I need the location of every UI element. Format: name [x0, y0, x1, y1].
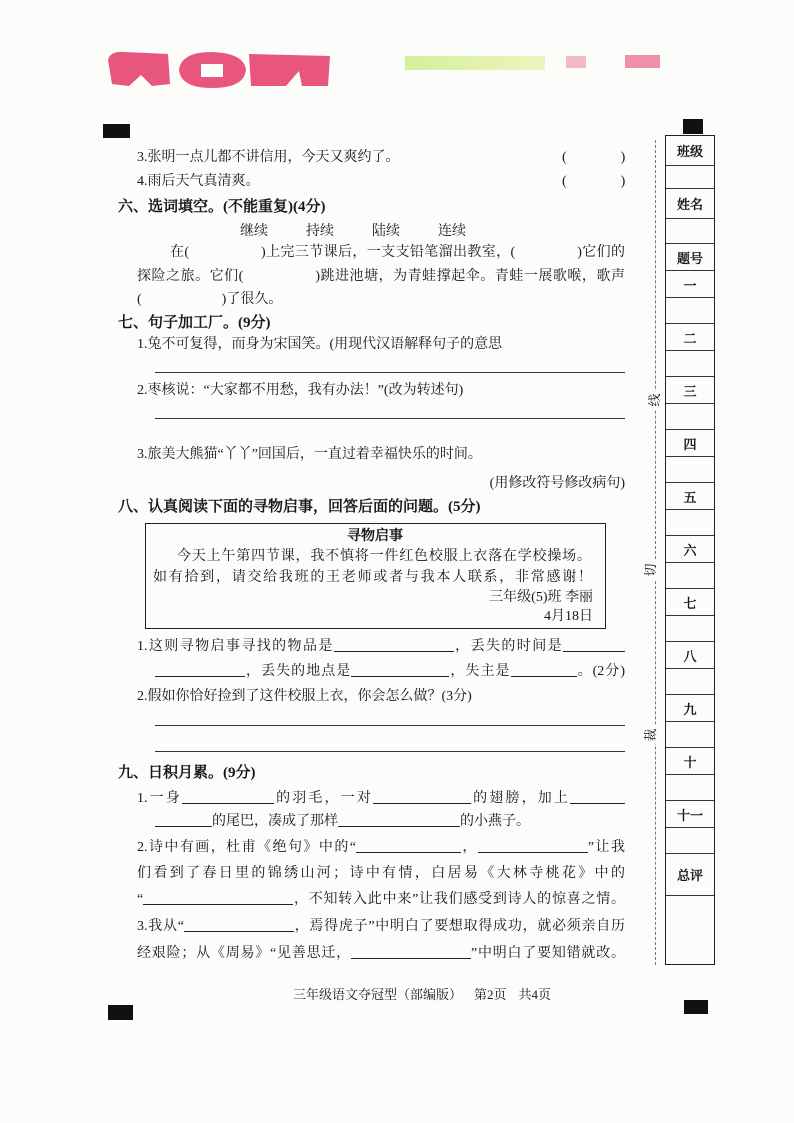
question-9-2-line: [137, 864, 625, 884]
question-text: “: [137, 892, 144, 907]
answer-blank: [243, 279, 315, 280]
answer-blank: [567, 184, 621, 185]
class-field: [666, 166, 714, 189]
name-label: 姓名: [666, 189, 714, 219]
header-color-marks: [0, 0, 794, 100]
footer-series: 三年级语文夺冠型（部编版）: [293, 987, 463, 1002]
question-text: 。(2分): [576, 664, 626, 679]
name-field: [666, 219, 714, 244]
answer-blank: [478, 841, 588, 853]
question-7-2: 2.枣核说：“大家都不用愁，我有办法！”(改为转述句): [137, 383, 464, 398]
question-number: 十一: [666, 801, 714, 828]
notice-signature: 三年级(5)班 李丽: [489, 590, 593, 605]
answer-blank: [184, 920, 294, 932]
answer-blank: [189, 255, 261, 256]
passage-line: [137, 290, 282, 310]
question-number: 五: [666, 483, 714, 510]
passage-text: )了很久。: [221, 292, 283, 307]
question-7-3-instruction: (用修改符号修改病句): [489, 476, 625, 491]
registration-mark: [683, 119, 703, 134]
answer-blank: [155, 815, 212, 827]
cut-line-label: 切: [642, 561, 660, 579]
question-text: 1.一身: [137, 791, 182, 806]
question-number: 三: [666, 377, 714, 404]
question-text: 的尾巴，凑成了那样: [212, 814, 338, 829]
question-item-4: 4.雨后天气真清爽。: [137, 174, 260, 189]
bracket-open: (: [562, 174, 567, 189]
passage-text: )它们的: [577, 245, 625, 260]
score-cell: [666, 616, 714, 642]
score-cell: [666, 351, 714, 377]
question-text: ，丢失的地点是: [245, 664, 352, 679]
score-cell: [666, 563, 714, 589]
answer-blank: [511, 665, 577, 677]
question-text: ，: [460, 840, 478, 855]
footer-total: 共4页: [518, 987, 552, 1002]
question-9-2-line: [137, 890, 625, 910]
passage-line: [137, 267, 625, 287]
notice-heading: 寻物启事: [347, 529, 403, 544]
answer-line: [155, 372, 625, 373]
score-cell: [666, 510, 714, 536]
question-number: 六: [666, 536, 714, 563]
question-text: ，焉得虎子”中明白了要想取得成功，就必须亲自历: [293, 919, 625, 934]
score-cell: [666, 404, 714, 430]
question-9-1-line: [137, 789, 625, 809]
question-number: 一: [666, 271, 714, 298]
answer-blank: [373, 792, 471, 804]
question-7-3: 3.旅美大熊猫“丫丫”回国后，一直过着幸福快乐的时间。: [137, 447, 482, 462]
answer-blank: [563, 640, 625, 652]
cut-line: [655, 140, 656, 965]
cut-line-label: 线: [646, 391, 664, 409]
answer-blank: [515, 255, 577, 256]
answer-blank: [155, 665, 245, 677]
bracket-close: ): [620, 150, 626, 165]
question-number: 九: [666, 695, 714, 722]
answer-blank: [356, 841, 461, 853]
question-text: ”中明白了要知错就改。: [470, 946, 625, 961]
notice-date: 4月18日: [544, 609, 593, 624]
total-score-cell: [666, 896, 714, 964]
passage-line: [170, 243, 625, 263]
word-bank: [240, 222, 504, 242]
score-cell: [666, 828, 714, 854]
question-7-1: 1.兔不可复得，而身为宋国笑。(用现代汉语解释句子的意思: [137, 337, 503, 352]
answer-blank: [143, 893, 293, 905]
page-footer: [293, 985, 563, 1005]
class-label: 班级: [666, 136, 714, 166]
word-option: 陆续: [372, 224, 400, 239]
question-text: 的羽毛，一对: [273, 791, 373, 806]
score-cell: [666, 457, 714, 483]
answer-bracket: [562, 148, 625, 168]
answer-line: [155, 725, 625, 726]
question-number: 四: [666, 430, 714, 457]
question-text: 的小燕子。: [460, 814, 530, 829]
question-text: 经艰险；从《周易》“见善思迁，: [137, 946, 351, 961]
answer-blank: [334, 640, 454, 652]
question-text: ”让我: [587, 840, 626, 855]
question-9-3-line: [137, 944, 625, 964]
passage-text: 在(: [170, 245, 190, 260]
question-8-1-line: [137, 637, 625, 657]
cut-line-label: 裁: [642, 726, 660, 744]
student-info-table: [665, 135, 715, 965]
question-text: 的翅膀，加上: [470, 791, 571, 806]
answer-blank: [351, 947, 471, 959]
score-cell: [666, 775, 714, 801]
question-9-3-line: [137, 917, 625, 937]
notice-line: 今天上午第四节课，我不慎将一件红色校服上衣落在学校操场。: [177, 549, 591, 564]
question-9-2-line: [137, 838, 625, 858]
question-number: 十: [666, 748, 714, 775]
question-text: 1.这则寻物启事寻找的物品是: [137, 639, 334, 654]
score-cell: [666, 298, 714, 324]
word-option: 连续: [438, 224, 466, 239]
answer-blank: [567, 160, 621, 161]
registration-mark: [684, 1000, 708, 1014]
question-text: ，失主是: [449, 664, 511, 679]
question-number: 八: [666, 642, 714, 669]
answer-line: [155, 418, 625, 419]
answer-blank: [142, 302, 222, 303]
question-8-1-line: [155, 662, 625, 682]
section-7-title: 七、句子加工厂。(9分): [118, 315, 271, 331]
question-8-2: 2.假如你恰好捡到了这件校服上衣，你会怎么做？(3分): [137, 689, 472, 704]
question-text: 2.诗中有画，杜甫《绝句》中的“: [137, 840, 356, 855]
score-cell: [666, 669, 714, 695]
question-number: 二: [666, 324, 714, 351]
footer-page: 第2页: [474, 987, 507, 1002]
total-score-label: 总评: [666, 854, 714, 896]
question-text: 们看到了春日里的锦绣山河；诗中有情，白居易《大林寺桃花》中的: [137, 866, 625, 881]
question-9-1-line: [155, 812, 530, 832]
registration-mark: [103, 124, 130, 138]
answer-blank: [338, 815, 460, 827]
bracket-close: ): [620, 174, 626, 189]
question-item-3: 3.张明一点儿都不讲信用，今天又爽约了。: [137, 150, 400, 165]
question-text: 3.我从“: [137, 919, 184, 934]
lost-item-notice: [145, 523, 606, 629]
word-option: 继续: [240, 224, 268, 239]
notice-line: 如有拾到，请交给我班的王老师或者与我本人联系，非常感谢！: [153, 570, 592, 585]
passage-text: (: [137, 292, 142, 307]
passage-text: )上完三节课后，一支支铅笔溜出教室，(: [261, 245, 516, 260]
section-8-title: 八、认真阅读下面的寻物启事，回答后面的问题。(5分): [118, 499, 481, 515]
question-number: 七: [666, 589, 714, 616]
section-9-title: 九、日积月累。(9分): [118, 765, 256, 781]
registration-mark: [108, 1005, 133, 1020]
section-6-title: 六、选词填空。(不能重复)(4分): [118, 199, 326, 215]
score-cell: [666, 722, 714, 748]
question-number-label: 题号: [666, 244, 714, 271]
answer-blank: [351, 665, 449, 677]
question-text: ，不知转入此中来”让我们感受到诗人的惊喜之情。: [293, 892, 625, 907]
bracket-open: (: [562, 150, 567, 165]
answer-blank: [570, 792, 625, 804]
passage-text: )跳进池塘，为青蛙撑起伞。青蛙一展歌喉，歌声: [315, 269, 625, 284]
word-option: 持续: [306, 224, 334, 239]
answer-blank: [182, 792, 274, 804]
question-text: ，丢失的时间是: [453, 639, 564, 654]
answer-bracket: [562, 172, 625, 192]
passage-text: 探险之旅。它们(: [137, 269, 244, 284]
answer-line: [155, 751, 625, 752]
